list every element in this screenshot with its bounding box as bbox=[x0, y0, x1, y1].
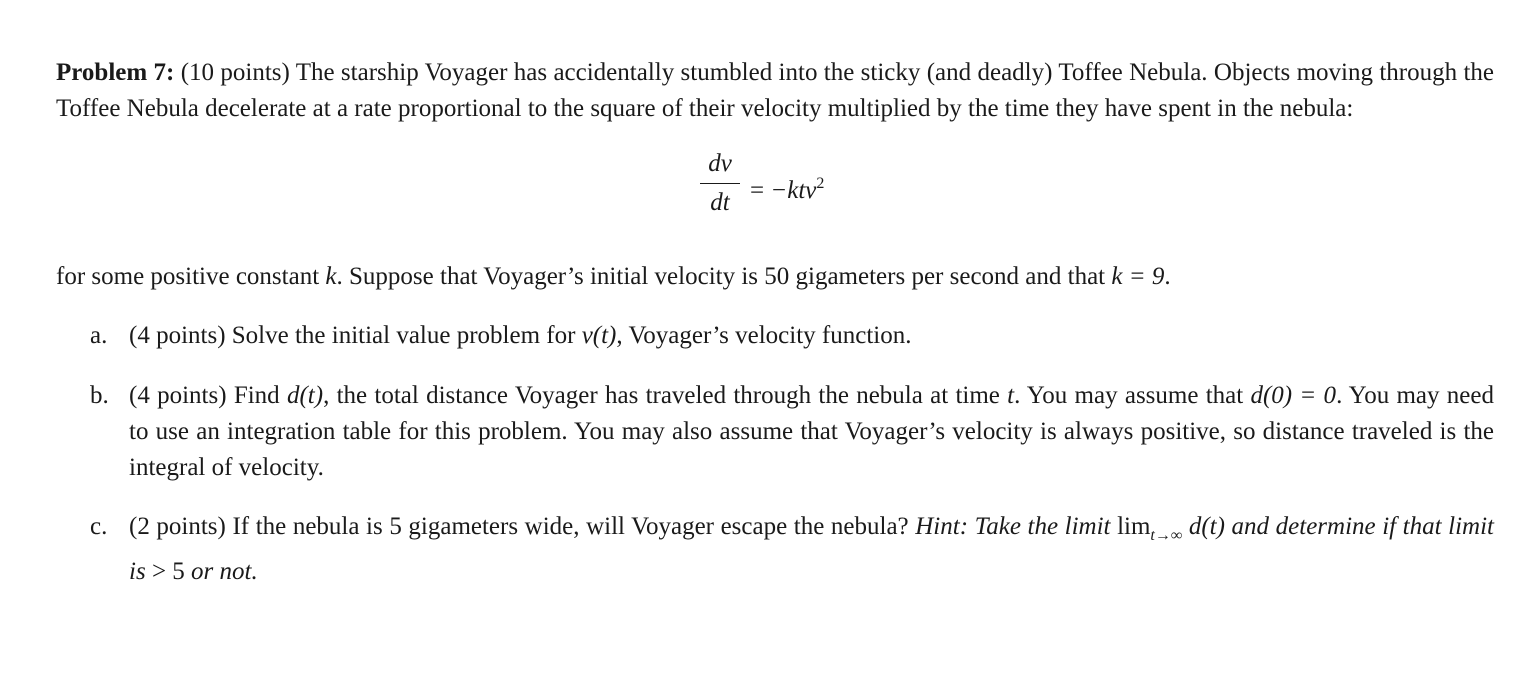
part-a-math: v(t) bbox=[581, 322, 617, 349]
fraction-numerator: dv bbox=[708, 150, 732, 177]
part-b-text-2: , the total distance Voyager has traveled through the nebula at time bbox=[323, 382, 1008, 409]
derivative-fraction bbox=[700, 147, 740, 220]
part-c-hint-2: and determine if that limit is bbox=[129, 513, 1495, 585]
equation-rhs bbox=[750, 166, 824, 209]
part-c bbox=[56, 509, 1494, 590]
limit-expression bbox=[1117, 513, 1225, 544]
constant-text-3: . bbox=[1164, 263, 1171, 290]
part-a-label: a. bbox=[90, 322, 108, 349]
part-b-text-4: . You may need to use an integration table for this problem. You may also assume that Voyager’s velocity is always positive, so distance traveled is the integral of velocity. bbox=[129, 382, 1494, 481]
part-b-text-1: (4 points) Find bbox=[129, 382, 287, 409]
part-b-math-1: d(t) bbox=[286, 382, 324, 409]
part-b bbox=[56, 378, 1494, 486]
rhs-expression: −ktv bbox=[770, 177, 817, 204]
constant-k: k bbox=[325, 263, 337, 290]
part-a bbox=[56, 318, 1494, 354]
problem-intro-text: The starship Voyager has accidentally stumbled into the sticky (and deadly) Toffee Nebula. Objects moving through the Toffee Nebula decelerate at a rate proportional to the square of their velocity multiplied by the time they have spent in the nebula: bbox=[56, 59, 1494, 122]
constant-statement bbox=[56, 259, 1494, 295]
part-b-text-3: . You may assume that bbox=[1014, 382, 1251, 409]
part-c-label: c. bbox=[90, 513, 108, 540]
fraction-denominator: dt bbox=[710, 189, 730, 216]
limit-subscript: t→∞ bbox=[1150, 527, 1183, 544]
constant-text-1: for some positive constant bbox=[56, 263, 326, 290]
differential-equation bbox=[56, 139, 1494, 251]
k-condition: k = 9 bbox=[1111, 263, 1165, 290]
part-a-text-2: , Voyager’s velocity function. bbox=[616, 322, 912, 349]
part-c-text: (2 points) If the nebula is 5 gigameters wide, will Voyager escape the nebula? bbox=[129, 513, 916, 540]
fraction-bar bbox=[700, 183, 740, 184]
part-b-math-3: d(0) = 0 bbox=[1250, 382, 1337, 409]
part-c-hint-3: or not. bbox=[184, 558, 258, 585]
part-c-hint-condition: > 5 bbox=[151, 558, 185, 585]
problem-points: (10 points) bbox=[180, 59, 290, 86]
limit-argument: d(t) bbox=[1188, 513, 1225, 540]
problem-intro bbox=[56, 55, 1494, 127]
limit-operator: lim bbox=[1117, 513, 1151, 540]
problem-7 bbox=[56, 55, 1494, 590]
equals-sign: = bbox=[750, 177, 765, 204]
problem-heading: Problem 7: bbox=[56, 59, 175, 86]
rhs-exponent: 2 bbox=[816, 175, 825, 192]
part-a-text-1: (4 points) Solve the initial value problem for bbox=[129, 322, 582, 349]
constant-text-2: . Suppose that Voyager’s initial velocity is 50 gigameters per second and that bbox=[336, 263, 1112, 290]
part-b-label: b. bbox=[90, 382, 109, 409]
part-b-math-2: t bbox=[1007, 382, 1015, 409]
part-c-hint-1: Hint: Take the limit bbox=[915, 513, 1118, 540]
